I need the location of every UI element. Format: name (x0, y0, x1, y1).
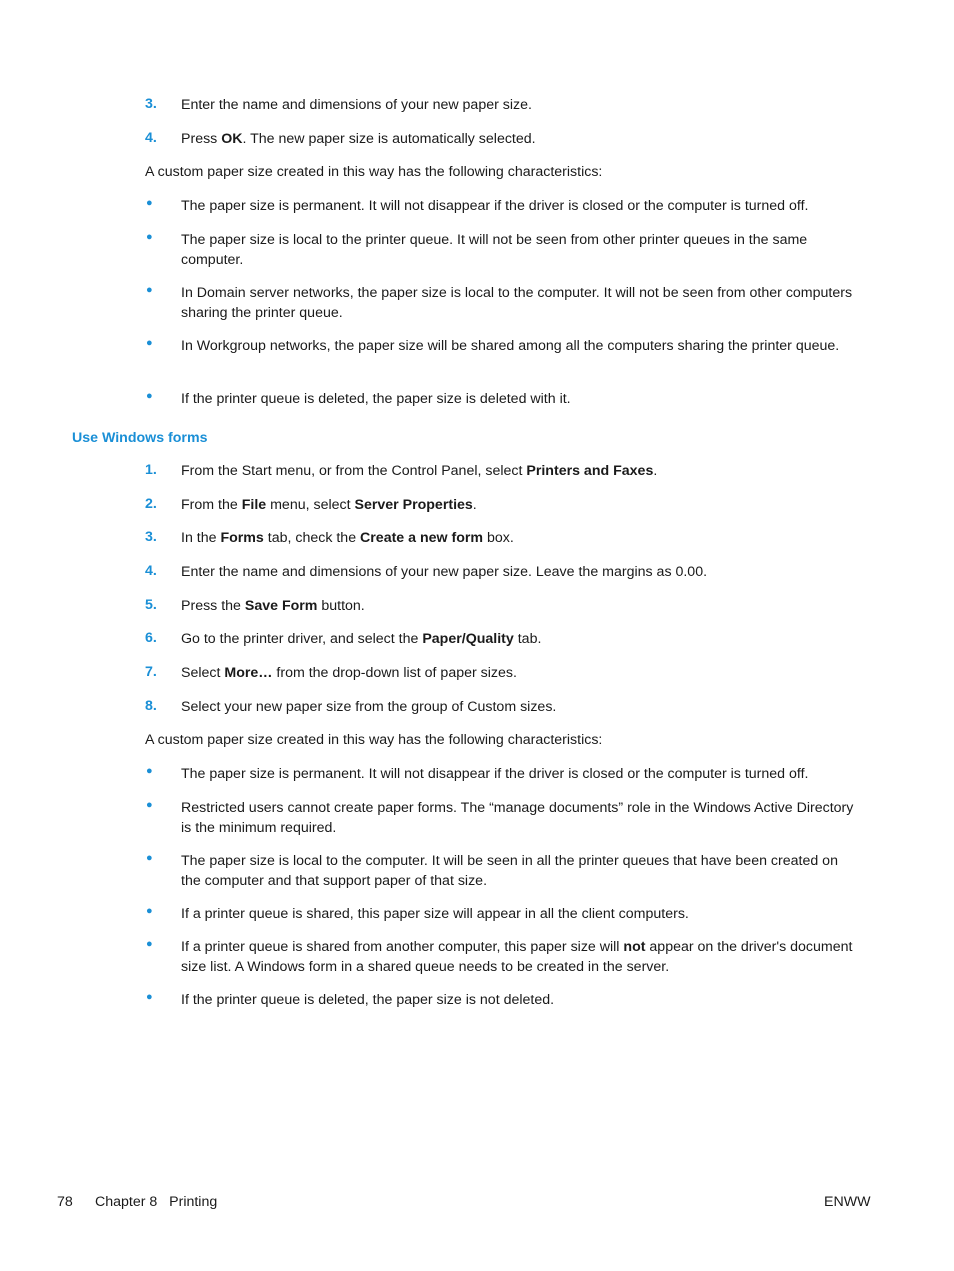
step-text (181, 563, 861, 583)
text-run: . (472, 497, 477, 513)
step-number: 4. (145, 563, 157, 579)
step-number: 7. (145, 664, 157, 680)
step-number: 2. (145, 496, 157, 512)
bullet-text (181, 765, 861, 785)
text-run: From the (181, 497, 242, 513)
bullet-icon: ● (146, 231, 153, 243)
bullet-text: If the printer queue is deleted, the paper size is deleted with it. (181, 391, 571, 407)
text-run: Restricted users cannot create paper forms. The “manage documents” role in the Windows Active Directory is the minimum required. (181, 800, 854, 836)
bullet-icon: ● (146, 197, 153, 209)
step-number: 3. (145, 96, 157, 112)
text-run: . The new paper size is automatically selected. (242, 131, 536, 147)
bold-term: Create a new form (360, 530, 484, 546)
bold-term: More… (224, 665, 273, 681)
bullet-text: The paper size is local to the printer queue. It will not be seen from other printer queues in the same computer. (181, 232, 808, 268)
bold-term: Printers and Faxes (526, 463, 654, 479)
bullet-text: The paper size is permanent. It will not disappear if the driver is closed or the computer is turned off. (181, 198, 809, 214)
text-run: If a printer queue is shared, this paper size will appear in all the client computers. (181, 906, 689, 922)
step-text (181, 597, 861, 617)
step-number: 6. (145, 630, 157, 646)
text-run: tab, check the (263, 530, 361, 546)
bullet-text (181, 905, 861, 925)
text-run: If the printer queue is deleted, the paper size is not deleted. (181, 992, 555, 1008)
text-run: Select (181, 665, 225, 681)
text-run: from the drop-down list of paper sizes. (272, 665, 517, 681)
bullet-icon: ● (146, 991, 153, 1003)
bullet-text: In Workgroup networks, the paper size will be shared among all the computers sharing the printer queue. (181, 338, 840, 354)
step-text (181, 130, 861, 150)
step-number: 1. (145, 462, 157, 478)
step-number: 5. (145, 597, 157, 613)
text-run: Select your new paper size from the group of Custom sizes. (181, 699, 557, 715)
text-run: menu, select (266, 497, 355, 513)
bullet-icon: ● (146, 337, 153, 349)
step-number: 8. (145, 698, 157, 714)
step-number: 4. (145, 130, 157, 146)
text-run: Enter the name and dimensions of your new paper size. Leave the margins as 0.00. (181, 564, 708, 580)
bullet-text (181, 852, 861, 891)
step-text (181, 529, 861, 549)
text-run: button. (317, 598, 365, 614)
step-text (181, 664, 861, 684)
text-run: Enter the name and dimensions of your new paper size. (181, 97, 532, 113)
bullet-text (181, 799, 861, 838)
step-text (181, 630, 861, 650)
step-text (181, 96, 861, 116)
chapter-title: Chapter 8 Printing (95, 1194, 218, 1210)
text-run: tab. (513, 631, 542, 647)
bullet-icon: ● (146, 765, 153, 777)
text-run: appear on the driver's document size list. A Windows form in a shared queue needs to be created in the server. (181, 939, 853, 975)
step-number: 3. (145, 529, 157, 545)
text-run: Press the (181, 598, 245, 614)
bold-term: not (623, 939, 646, 955)
bold-term: Paper/Quality (422, 631, 514, 647)
text-run: . (653, 463, 658, 479)
intro-paragraph-2: A custom paper size created in this way has the following characteristics: (145, 732, 603, 748)
bold-term: File (241, 497, 267, 513)
bullet-text: In Domain server networks, the paper size is local to the computer. It will not be seen from other computers sharing the printer queue. (181, 285, 853, 321)
page-number: 78 (57, 1194, 73, 1210)
bullet-icon: ● (146, 938, 153, 950)
bold-term: Save Form (244, 598, 318, 614)
text-run: box. (483, 530, 514, 546)
text-run: Press (181, 131, 222, 147)
bullet-icon: ● (146, 284, 153, 296)
bullet-icon: ● (146, 799, 153, 811)
step-text (181, 462, 861, 482)
bullet-icon: ● (146, 905, 153, 917)
text-run: From the Start menu, or from the Control Panel, select (181, 463, 527, 479)
bold-term: Forms (220, 530, 264, 546)
section-heading: Use Windows forms (72, 430, 208, 446)
bullet-icon: ● (146, 852, 153, 864)
step-text (181, 698, 861, 718)
bold-term: Server Properties (354, 497, 473, 513)
step-text (181, 496, 861, 516)
footer-right-label: ENWW (824, 1194, 871, 1210)
text-run: The paper size is local to the computer. It will be seen in all the printer queues that have been created on the computer and that support paper of that size. (181, 853, 838, 889)
text-run: If a printer queue is shared from another computer, this paper size will (181, 939, 624, 955)
bullet-icon: ● (146, 390, 153, 402)
text-run: In the (181, 530, 221, 546)
bullet-text (181, 938, 861, 977)
text-run: Go to the printer driver, and select the (181, 631, 423, 647)
text-run: The paper size is permanent. It will not disappear if the driver is closed or the computer is turned off. (181, 766, 809, 782)
bold-term: OK (221, 131, 243, 147)
intro-paragraph-1: A custom paper size created in this way has the following characteristics: (145, 164, 603, 180)
bullet-text (181, 991, 861, 1011)
